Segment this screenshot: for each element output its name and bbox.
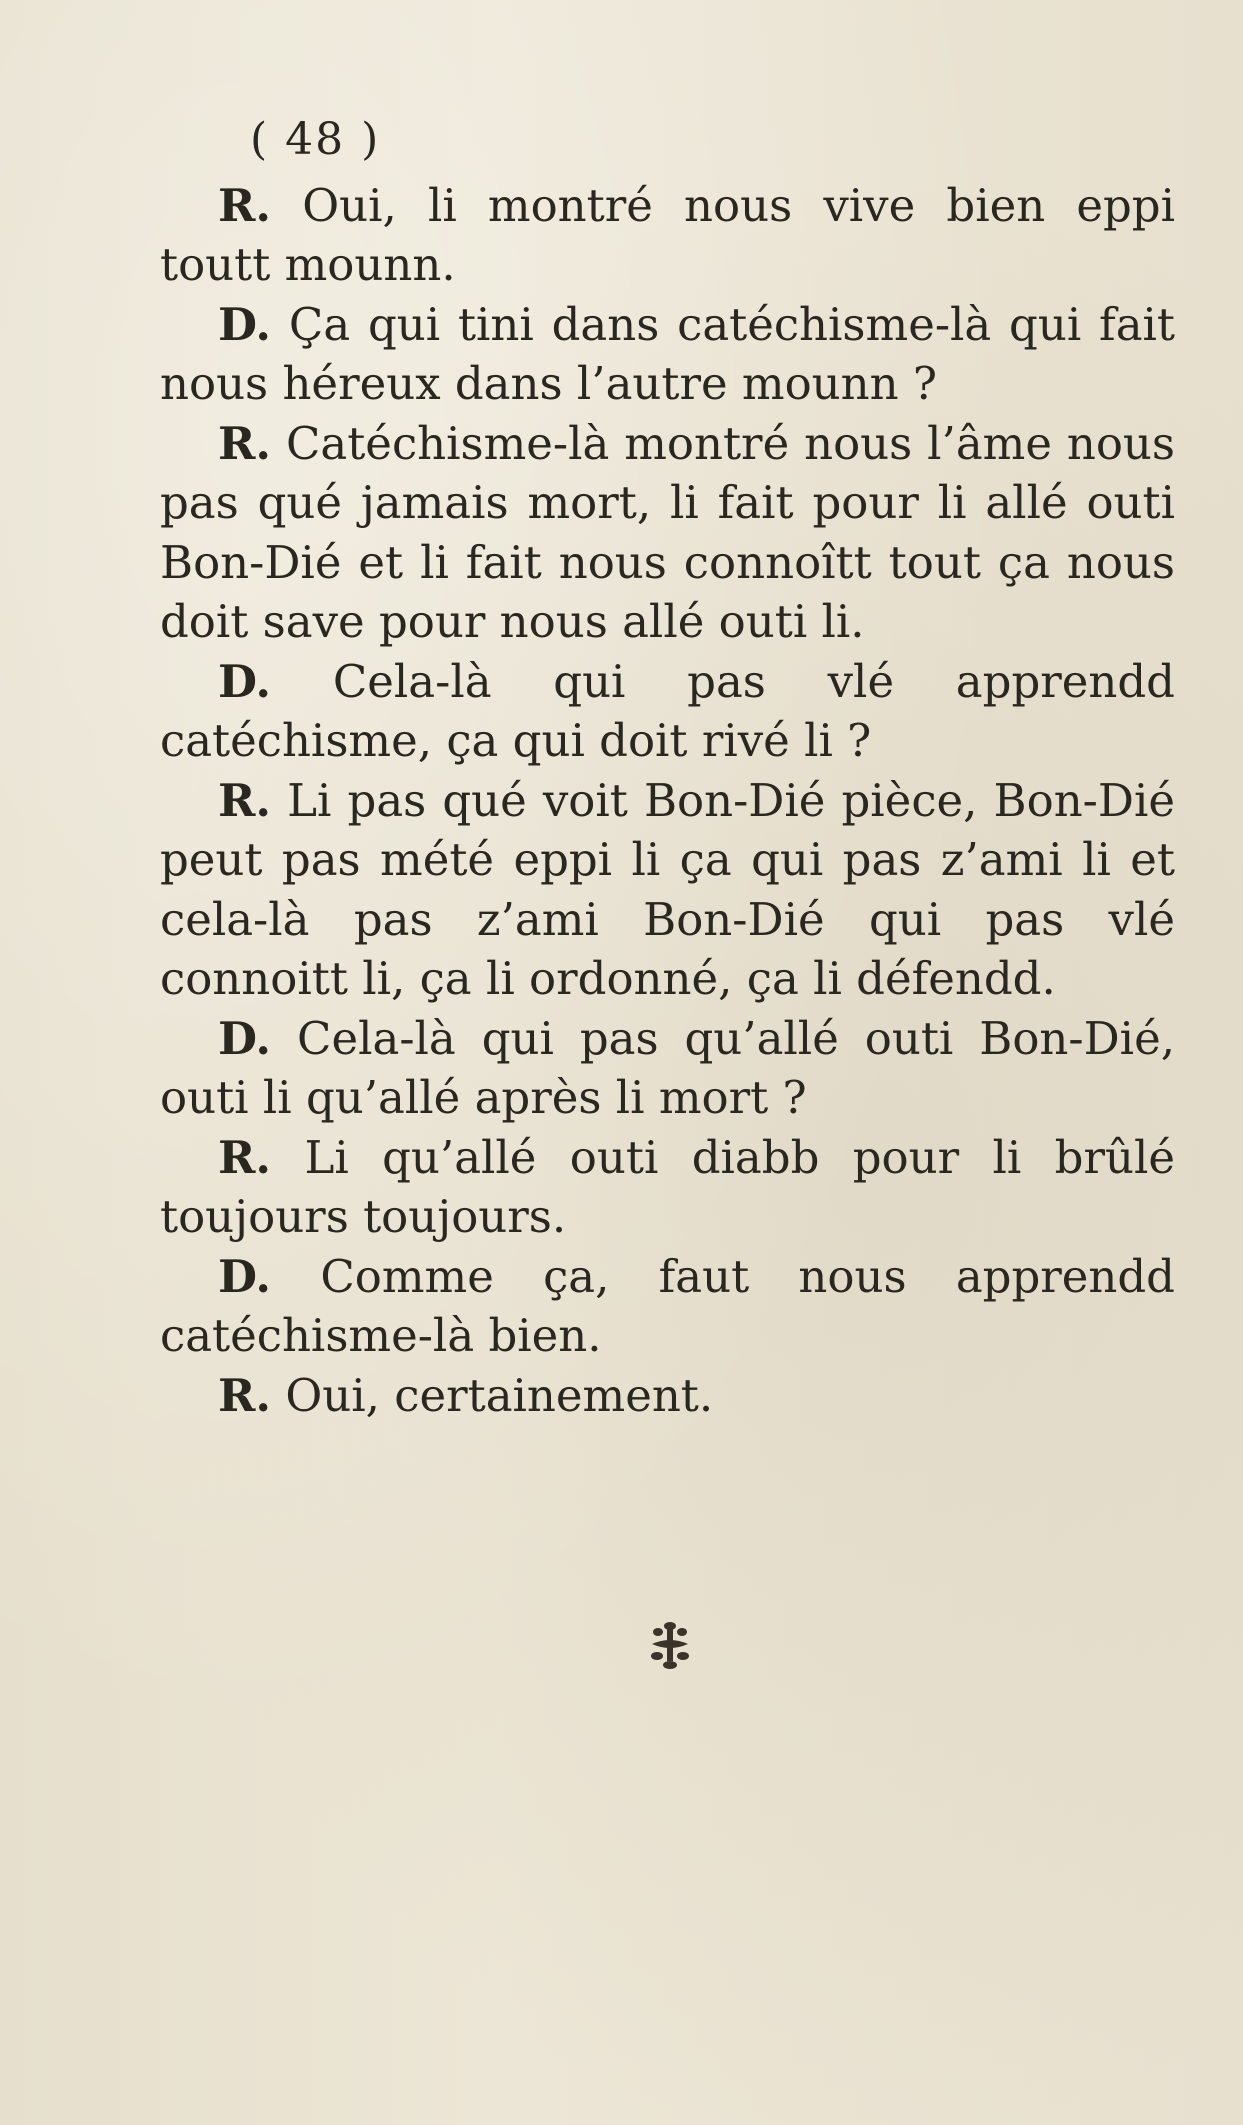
- paragraph-5: [160, 771, 1175, 1009]
- paragraph-4: [160, 652, 1175, 771]
- page-text: [160, 110, 1175, 1425]
- paragraph-6: [160, 1009, 1175, 1128]
- paragraph-text: Oui, certainement.: [285, 1368, 714, 1422]
- paragraph-text: Catéchisme-là montré nous l’âme nous pas qué jamais mort, li fait pour li allé outi Bon-Dié et li fait nous connoîtt tout ça nous doit save pour nous allé outi li.: [160, 416, 1175, 648]
- paragraph-text: Ça qui tini dans catéchisme-là qui fait nous héreux dans l’autre mounn ?: [160, 297, 1176, 410]
- paragraph-text: Cela-là qui pas qu’allé outi Bon-Dié, outi li qu’allé après li mort ?: [160, 1011, 1176, 1124]
- speaker-label: R.: [218, 1130, 272, 1184]
- paragraph-1: [160, 176, 1175, 295]
- paragraph-7: [160, 1128, 1175, 1247]
- speaker-label: D.: [218, 1249, 272, 1303]
- speaker-label: R.: [218, 1368, 272, 1422]
- paragraph-8: [160, 1247, 1175, 1366]
- paragraph-text: Comme ça, faut nous apprendd catéchisme-là bien.: [160, 1249, 1175, 1362]
- speaker-label: D.: [218, 1011, 272, 1065]
- paragraph-text: Oui, li montré nous vive bien eppi toutt mounn.: [160, 178, 1175, 291]
- paragraph-2: [160, 295, 1175, 414]
- page-number: ( 48 ): [250, 114, 381, 165]
- speaker-label: R.: [218, 416, 272, 470]
- paragraph-9: [160, 1366, 1175, 1426]
- paragraph-text: Li pas qué voit Bon-Dié pièce, Bon-Dié peut pas mété eppi li ça qui pas z’ami li et cela-là pas z’ami Bon-Dié qui pas vlé connoitt li, ça li ordonné, ça li défendd.: [160, 773, 1175, 1005]
- paragraph-text: Cela-là qui pas vlé apprendd catéchisme, ça qui doit rivé li ?: [160, 654, 1175, 767]
- speaker-label: D.: [218, 654, 272, 708]
- speaker-label: R.: [218, 178, 272, 232]
- paragraph-text: Li qu’allé outi diabb pour li brûlé toujours toujours.: [160, 1130, 1175, 1243]
- paragraph-3: [160, 414, 1175, 652]
- speaker-label: R.: [218, 773, 272, 827]
- fleuron-ornament-icon: [648, 1620, 692, 1670]
- speaker-label: D.: [218, 297, 272, 351]
